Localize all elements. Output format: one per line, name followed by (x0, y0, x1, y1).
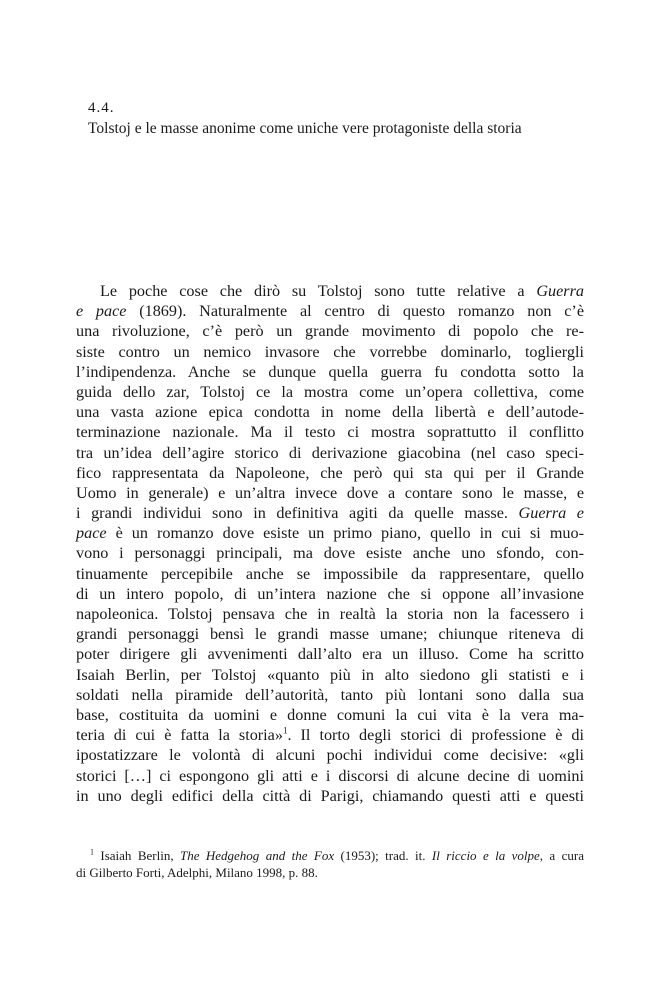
body-text (76, 281, 584, 806)
italic-title: pace (76, 524, 107, 543)
text-run: di un intero popolo, di un’intera nazione che si oppone all’invasione (76, 584, 584, 603)
body-line (76, 725, 584, 745)
body-line (76, 281, 584, 301)
text-run: , a cura (539, 848, 584, 863)
body-line (76, 523, 584, 543)
text-run: Isaiah Berlin, per Tolstoj «quanto più in alto siedono gli statisti e i (76, 665, 584, 684)
body-line (76, 422, 584, 442)
body-line (76, 443, 584, 463)
text-run: Uomo in generale) e un’altra invece dove a contare sono le masse, e (76, 483, 584, 502)
section-title: Tolstoj e le masse anonime come uniche vere protagoniste della storia (88, 120, 522, 137)
footnote-line (76, 864, 584, 881)
text-run: . Il torto degli storici di professione è di (287, 726, 584, 745)
body-line (76, 402, 584, 422)
text-run: in uno degli edifici della città di Parigi, chiamando questi atti e questi (76, 786, 584, 805)
text-run: poter dirigere gli avvenimenti dall’alto era un illuso. Come ha scritto (76, 645, 584, 664)
body-line (76, 543, 584, 563)
text-run: (1953); trad. it. (334, 848, 432, 863)
section-number: 4.4. (88, 100, 115, 116)
text-run: Le poche cose che dirò su Tolstoj sono tutte relative a (100, 282, 537, 300)
body-line (76, 745, 584, 765)
body-line (76, 584, 584, 604)
text-run: una rivoluzione, c’è però un grande movimento di popolo che re- (76, 322, 584, 341)
text-run: teria di cui è fatta la storia» (76, 726, 283, 745)
text-run: una vasta azione epica condotta in nome della libertà e dell’autode- (76, 403, 584, 422)
body-line (76, 321, 584, 341)
body-line (76, 362, 584, 382)
text-run: è un romanzo dove esiste un primo piano, quello in cui si muo- (106, 524, 584, 543)
text-run: grandi personaggi bensì le grandi masse umane; chiunque riteneva di (76, 625, 584, 644)
text-run: l’indipendenza. Anche se dunque quella guerra fu condotta sotto la (76, 362, 584, 381)
body-line (76, 604, 584, 624)
body-line (76, 342, 584, 362)
body-line (76, 301, 584, 321)
text-run: soldati nella piramide dell’autorità, tanto più lontani sono dalla sua (76, 685, 584, 704)
text-run: guida dello zar, Tolstoj ce la mostra come un’opera collettiva, come (76, 382, 584, 401)
body-line (76, 382, 584, 402)
body-line (76, 503, 584, 523)
body-line (76, 786, 584, 806)
text-run: ipostatizzare le volontà di alcuni pochi individui come decisive: «gli (76, 746, 584, 765)
text-run: di Gilberto Forti, Adelphi, Milano 1998, p. 88. (76, 865, 318, 880)
body-line (76, 483, 584, 503)
body-line (76, 644, 584, 664)
body-line (76, 705, 584, 725)
text-run: terminazione nazionale. Ma il testo ci mostra soprattutto il conflitto (76, 423, 584, 442)
text-run: Isaiah Berlin, (94, 848, 180, 863)
footnote-marker: 1 (90, 847, 94, 857)
text-run: i grandi individui sono in definitiva agiti da quelle masse. (76, 504, 519, 523)
italic-title: Il riccio e la volpe (431, 848, 540, 863)
text-run: siste contro un nemico invasore che vorrebbe dominarlo, togliergli (76, 342, 584, 361)
body-line (76, 624, 584, 644)
italic-title: The Hedgehog and the Fox (179, 848, 335, 863)
body-line (76, 564, 584, 584)
text-run: tinuamente percepibile anche se impossibile da rappresentare, quello (76, 564, 584, 583)
italic-title: Guerra e (518, 504, 584, 523)
text-run: napoleonica. Tolstoj pensava che in realtà la storia non la facessero i (76, 605, 584, 623)
body-line (76, 463, 584, 483)
italic-title: e pace (76, 302, 127, 321)
body-line (76, 766, 584, 786)
text-run: storici […] ci espongono gli atti e i discorsi di alcune decine di uomini (76, 766, 584, 785)
text-run: base, costituita da uomini e donne comuni la cui vita è la vera ma- (76, 705, 584, 724)
text-run: (1869). Naturalmente al centro di questo romanzo non c’è (126, 302, 585, 321)
footnote-line (76, 847, 584, 864)
footnote (76, 847, 584, 881)
footnote-marker: 1 (282, 725, 288, 736)
text-run: tra un’idea dell’agire storico di derivazione giacobina (nel caso speci- (76, 443, 584, 462)
body-line (76, 685, 584, 705)
text-run: fico rappresentata da Napoleone, che però qui sta qui per il Grande (76, 463, 584, 482)
text-run: vono i personaggi principali, ma dove esiste anche uno sfondo, con- (76, 544, 584, 563)
body-line (76, 665, 584, 685)
italic-title: Guerra (536, 282, 584, 300)
